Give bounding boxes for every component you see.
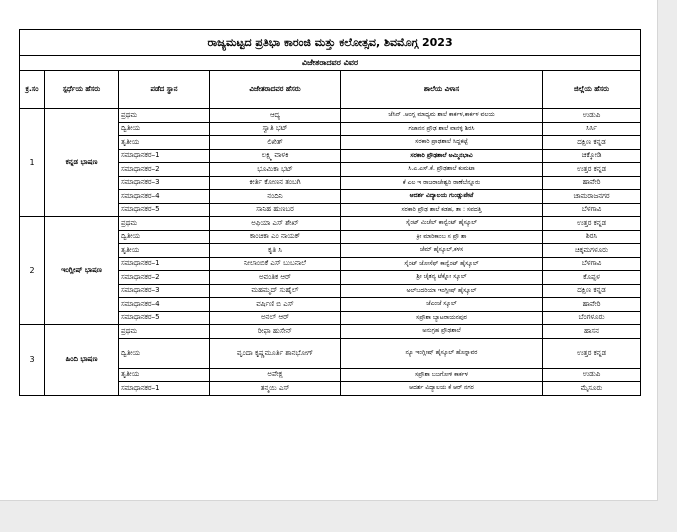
district-cell: ಬೆಳಗಾವಿ [543,203,641,217]
place-cell: ದ್ವಿತೀಯ [119,230,210,244]
place-cell: ಸಮಾಧಾನಕರ–1 [119,382,210,396]
winner-cell: ಸ್ವಾತಿ ಭಟ್ [210,122,341,136]
district-cell: ಹಾವೇರಿ [543,298,641,312]
table-header-row [20,71,641,109]
district-cell: ಹಾಸನ [543,325,641,339]
school-cell: ಸಪ್ರೌಶಾ ಬಜಗೋಳಿ ಕಾರ್ಕಳ [341,368,543,382]
header-school: ಶಾಲೆಯ ವಿಳಾಸ [341,71,543,109]
district-cell: ಶಿರಸಿ [543,230,641,244]
district-cell: ಚಿಕ್ಕೋಡಿ [543,149,641,163]
district-cell: ದಕ್ಷಿಣ ಕನ್ನಡ [543,284,641,298]
winner-cell: ಕಾಂಚಿಕಾ ಎಂ ನಾಯಕ್ [210,230,341,244]
district-cell: ಉತ್ತರ ಕನ್ನಡ [543,338,641,368]
district-cell: ಹಾವೇರಿ [543,176,641,190]
header-winner: ವಿಜೇತರಾದವರ ಹೆಸರು [210,71,341,109]
document-subtitle: ವಿಜೇತರಾದವರ ವಿವರ [20,56,641,71]
document-title: ರಾಜ್ಯಮಟ್ಟದ ಪ್ರತಿಭಾ ಕಾರಂಜಿ ಮತ್ತು ಕಲೋತ್ಸವ, ಶಿವಮೊಗ್ಗ 2023 [20,30,641,56]
district-cell: ದಕ್ಷಿಣ ಕನ್ನಡ [543,136,641,150]
school-cell: ಕ್ರೀ ಮಾರಿಕಾಂಬ ಸ ಪ್ರೌ ಶಾ [341,230,543,244]
place-cell: ಸಮಾಧಾನಕರ–2 [119,271,210,285]
place-cell: ದ್ವಿತೀಯ [119,338,210,368]
place-cell: ಸಮಾಧಾನಕರ–1 [119,257,210,271]
winner-cell: ಅಪೇಕ್ಷ [210,368,341,382]
district-cell: ಉಡುಪಿ [543,368,641,382]
group-number: 1 [20,109,45,217]
district-cell: ಕೊಪ್ಪಳ [543,271,641,285]
place-cell: ಸಮಾಧಾನಕರ–5 [119,311,210,325]
school-cell: ಅನುಗ್ರಹ ಪ್ರೌಢಶಾಲೆ [341,325,543,339]
school-cell: ಸರಕಾರಿ ಪ್ರೌಢಶಾಲೆ ಅಮ್ಮಿನಭಾವಿ [341,149,543,163]
winner-cell: ಲಿಖಿತ್ [210,136,341,150]
school-cell: ನ್ಯೂ ಇಂಗ್ಲೀಷ್ ಹೈಸ್ಕೂಲ್ ಹೊನ್ನಾವರ [341,338,543,368]
school-cell: ಸೈಂಟ್ ಜೋಸೆಫ್ ಕಾನ್ವೆಂಟ್ ಹೈಸ್ಕೂಲ್ [341,257,543,271]
school-cell: ಅಲ್‌ಬದರಿಯಾ ಇಂಗ್ಲೀಷ್ ಹೈಸ್ಕೂಲ್ [341,284,543,298]
district-cell: ಉತ್ತರ ಕನ್ನಡ [543,217,641,231]
group-number: 3 [20,325,45,396]
place-cell: ಸಮಾಧಾನಕರ–4 [119,298,210,312]
district-cell: ಉತ್ತರ ಕನ್ನಡ [543,163,641,177]
place-cell: ದ್ವಿತೀಯ [119,122,210,136]
header-place: ಪಡೆದ ಸ್ಥಾನ [119,71,210,109]
winner-cell: ನೀಲಾಂಬಿಕೆ ಎಸ್ ಬುಬನಾಲೆ [210,257,341,271]
winner-cell: ನಂದಿನಿ [210,190,341,204]
school-cell: ಆದರ್ಶ ವಿದ್ಯಾಲಯ ಗುಂಡ್ಲುಪೇಟೆ [341,190,543,204]
header-competition: ಸ್ಪರ್ಧೆಯ ಹೆಸರು [45,71,119,109]
winner-cell: ಆದ್ಯ [210,109,341,123]
place-cell: ತೃತೀಯ [119,136,210,150]
district-cell: ಮೈಸೂರು [543,382,641,396]
winner-cell: ರೀಫಾ ಹುಸೇನ್ [210,325,341,339]
place-cell: ಪ್ರಥಮ [119,109,210,123]
table-row [20,325,641,339]
school-cell: ಶ್ರೀ ಚೈತನ್ಯ ಟೆಕ್ನೋ ಸ್ಕೂಲ್ [341,271,543,285]
school-cell: ಸರಕಾರಿ ಪ್ರಾಢಶಾಲೆ ಸಿದ್ದಕಟ್ಟೆ [341,136,543,150]
winner-cell: ವರ್ಷಿಣಿ ಬಿ ಎಸ್ [210,298,341,312]
school-cell: ಜೆಸಿನ್ .ಆಂಗ್ಲ ಮಾಧ್ಯಮ ಶಾಲೆ ಕಾರ್ಕಳ,ಕಾರ್ಕಳ ವಲಯ [341,109,543,123]
school-cell: ಕೆ ಎಲ ಇ ರಾಜರಾಜೇಶ್ವರಿ ರಾಣೆಬೆನ್ನೂರು [341,176,543,190]
group-number: 2 [20,217,45,325]
place-cell: ಸಮಾಧಾನಕರ–1 [119,149,210,163]
place-cell: ಸಮಾಧಾನಕರ–3 [119,176,210,190]
competition-name: ಹಿಂದಿ ಭಾಷಣ [45,325,119,396]
district-cell: ಚಿಕ್ಕಮಗಳೂರು [543,244,641,258]
school-cell: ಸೈಂಟ್ ಮಿಚೆಲ್ ಕಾನ್ವೆಂಟ್ ಹೈಸ್ಕೂಲ್ [341,217,543,231]
school-cell: ಜೆಎಂಜೆ ಸ್ಕೂಲ್ [341,298,543,312]
winner-cell: ವೃಂದಾ ಕೃಷ್ಣಮೂರ್ತಿ ಶಾನಭೋಗ್ [210,338,341,368]
viewer-background-bottom [0,501,677,532]
winner-cell: ತನ್ಮಯಿ ಎಸ್ [210,382,341,396]
place-cell: ತೃತೀಯ [119,244,210,258]
district-cell: ಬೆಂಗಳೂರು [543,311,641,325]
winner-cell: ಅವಂತಿಕ ಆರ್ [210,271,341,285]
competition-name: ಇಂಗ್ಲೀಷ್ ಭಾಷಣ [45,217,119,325]
place-cell: ಪ್ರಥಮ [119,325,210,339]
school-cell: ಸರಕಾರಿ ಪ್ರೌಢ ಶಾಲೆ ಕಡಹ, ತಾ : ಸವದತ್ತಿ [341,203,543,217]
winners-table [19,29,641,396]
winner-cell: ಸಾನಿಹ ಹುಣಬರ [210,203,341,217]
table-row [20,217,641,231]
district-cell: ಬೆಳಗಾವಿ [543,257,641,271]
district-cell: ಸಿರ್ಸಿ [543,122,641,136]
school-cell: ಆದರ್ಶ ವಿದ್ಯಾಲಯ ಕೆ ಆರ್ ನಗರ [341,382,543,396]
district-cell: ಚಾಮರಾಜನಗರ [543,190,641,204]
place-cell: ಸಮಾಧಾನಕರ–5 [119,203,210,217]
header-district: ಜಿಲ್ಲೆಯ ಹೆಸರು [543,71,641,109]
winner-cell: ಅಫಿಯಾ ಎಸ್ ಶೇಖ್ [210,217,341,231]
winner-cell: ಅನಲ್ ಆರ್ [210,311,341,325]
winner-cell: ಭೂಮಿಕಾ ಭಟ್ [210,163,341,177]
header-sl-no: ಕ್ರ.ಸಂ [20,71,45,109]
winner-cell: ಲಕ್ಷ್ಮಿ ವಾಳಕಿ [210,149,341,163]
viewer-background-right [658,0,677,501]
school-cell: ಗಜಾನನ ಪ್ರೌಢ ಶಾಲೆ ವಾನಳ್ಳಿ ಶಿರಸಿ [341,122,543,136]
school-cell: ಸಪ್ರೌಶಾ ಬ್ಯಾಟರಾಯನಪುರ [341,311,543,325]
place-cell: ಸಮಾಧಾನಕರ–4 [119,190,210,204]
school-cell: ಜೆಮ್ ಹೈಸ್ಕೂಲ್,ಕಳಸ [341,244,543,258]
place-cell: ಸಮಾಧಾನಕರ–3 [119,284,210,298]
place-cell: ಪ್ರಥಮ [119,217,210,231]
table-row [20,109,641,123]
winner-cell: ಮಹಮ್ಮದ್ ಸುಹೈಲ್ [210,284,341,298]
school-cell: ಸಿ.ಎ.ಎಸ್.ಕೆ. ಪ್ರೌಢಶಾಲೆ ಕುಮಟಾ [341,163,543,177]
district-cell: ಉಡುಪಿ [543,109,641,123]
winner-cell: ಕೃತಿ ಸಿ [210,244,341,258]
winner-cell: ಕೀರ್ತಿ ಕೋಣನ ತಂಬಗಿ [210,176,341,190]
competition-name: ಕನ್ನಡ ಭಾಷಣ [45,109,119,217]
place-cell: ತೃತೀಯ [119,368,210,382]
place-cell: ಸಮಾಧಾನಕರ–2 [119,163,210,177]
